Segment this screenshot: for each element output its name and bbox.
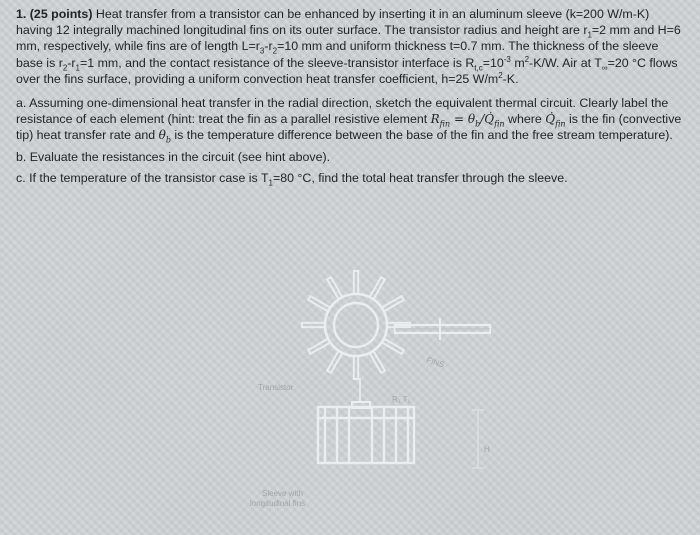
- problem-text-segment: =20 °C flows over the fins surface, providing a uniform convection heat transfer coefficient, h=25 W/m: [16, 55, 678, 86]
- fin-7: [302, 323, 325, 327]
- problem-points: (25 points): [29, 7, 93, 21]
- subscript: 1: [268, 178, 273, 188]
- fin-2: [382, 339, 404, 354]
- problem-text-segment: -r: [67, 55, 76, 70]
- superscript: 2: [524, 54, 530, 64]
- label-sleeve-1: Sleeve with: [262, 489, 303, 498]
- part-c-text: =80 °C, find the total heat transfer through the sleeve.: [272, 170, 568, 185]
- problem-text-segment: m: [510, 55, 525, 70]
- subscript: 1: [75, 63, 80, 73]
- label-sleeve-2: longitudinal fins: [250, 499, 306, 508]
- part-c-text: c. If the temperature of the transistor case is T: [16, 170, 269, 185]
- fin-6: [308, 339, 330, 354]
- subscript: b: [475, 119, 481, 129]
- part-a-text: a. Assuming one-dimensional heat transfer in the radial direction, sketch the equivalent thermal circuit. Clearly label the resistance of each element (hint: treat the fin as a parallel resistive element: [16, 96, 669, 127]
- part-a-text: is the fin (convective tip) heat transfer rate and: [16, 112, 682, 143]
- problem-text-segment: =10: [482, 55, 504, 70]
- superscript: 2: [498, 70, 503, 80]
- transistor-circle: [334, 303, 378, 347]
- part-a-text: is the temperature difference between the base of the fin and the free stream temperature).: [170, 128, 673, 143]
- label-transistor: Transistor: [258, 383, 294, 392]
- formula-symbol: θ: [158, 128, 166, 143]
- problem-text-segment: -K.: [502, 71, 519, 86]
- fin-5: [327, 351, 342, 373]
- formula-symbol: Q̇: [545, 112, 556, 127]
- label-fins: FINS: [425, 355, 446, 370]
- part-a-text: where: [504, 112, 546, 127]
- label-r1-t1: R₁ T₁: [392, 395, 411, 404]
- fin-4: [354, 356, 358, 379]
- problem-text-segment: Heat transfer from a transistor can be enhanced by inserting it in an aluminum sleeve (k=200 W/m-K) having 12 integrally machined longitudinal fins on its outer surface. The transistor radius and height are r: [16, 7, 650, 38]
- formula-symbol: R: [430, 112, 440, 127]
- subscript: 2: [62, 63, 68, 73]
- fin-12: [382, 296, 404, 311]
- problem-text-segment: =2 mm and H=6 mm, respectively, while fins are of length L=r: [16, 23, 681, 54]
- fin-11: [370, 277, 385, 299]
- subscript: fin: [555, 119, 566, 129]
- problem-number: 1.: [16, 7, 27, 21]
- subscript: 3: [259, 46, 265, 56]
- problem-text-segment: =1 mm, and the contact resistance of the sleeve-transistor interface is R: [80, 55, 475, 70]
- sleeve-side-view: [318, 378, 414, 463]
- sleeve-top-view: [302, 271, 410, 379]
- formula-symbol: = θ: [450, 112, 476, 127]
- subscript: ∞: [601, 63, 608, 73]
- subscript: fin: [494, 119, 505, 129]
- fin-3: [370, 351, 385, 373]
- subscript: t,c: [474, 63, 483, 73]
- subscript: 2: [272, 46, 278, 56]
- superscript: -3: [503, 54, 511, 64]
- fin-8: [308, 296, 330, 311]
- subscript: 1: [587, 30, 592, 40]
- label-height: H: [484, 445, 490, 454]
- subscript: fin: [439, 119, 451, 129]
- subscript: b: [165, 135, 171, 145]
- formula-symbol: /Q̇: [480, 112, 495, 127]
- problem-text-segment: -K/W. Air at T: [529, 55, 602, 70]
- problem-text-segment: -r: [264, 39, 273, 54]
- fin-10: [354, 271, 358, 294]
- fin-9: [327, 277, 342, 299]
- part-b: b. Evaluate the resistances in the circuit (see hint above).: [16, 149, 331, 164]
- extension-line: [395, 318, 490, 340]
- height-dimension: [472, 410, 484, 468]
- problem-text-segment: =10 mm and uniform thickness t=0.7 mm. The thickness of the sleeve base is r: [16, 39, 659, 70]
